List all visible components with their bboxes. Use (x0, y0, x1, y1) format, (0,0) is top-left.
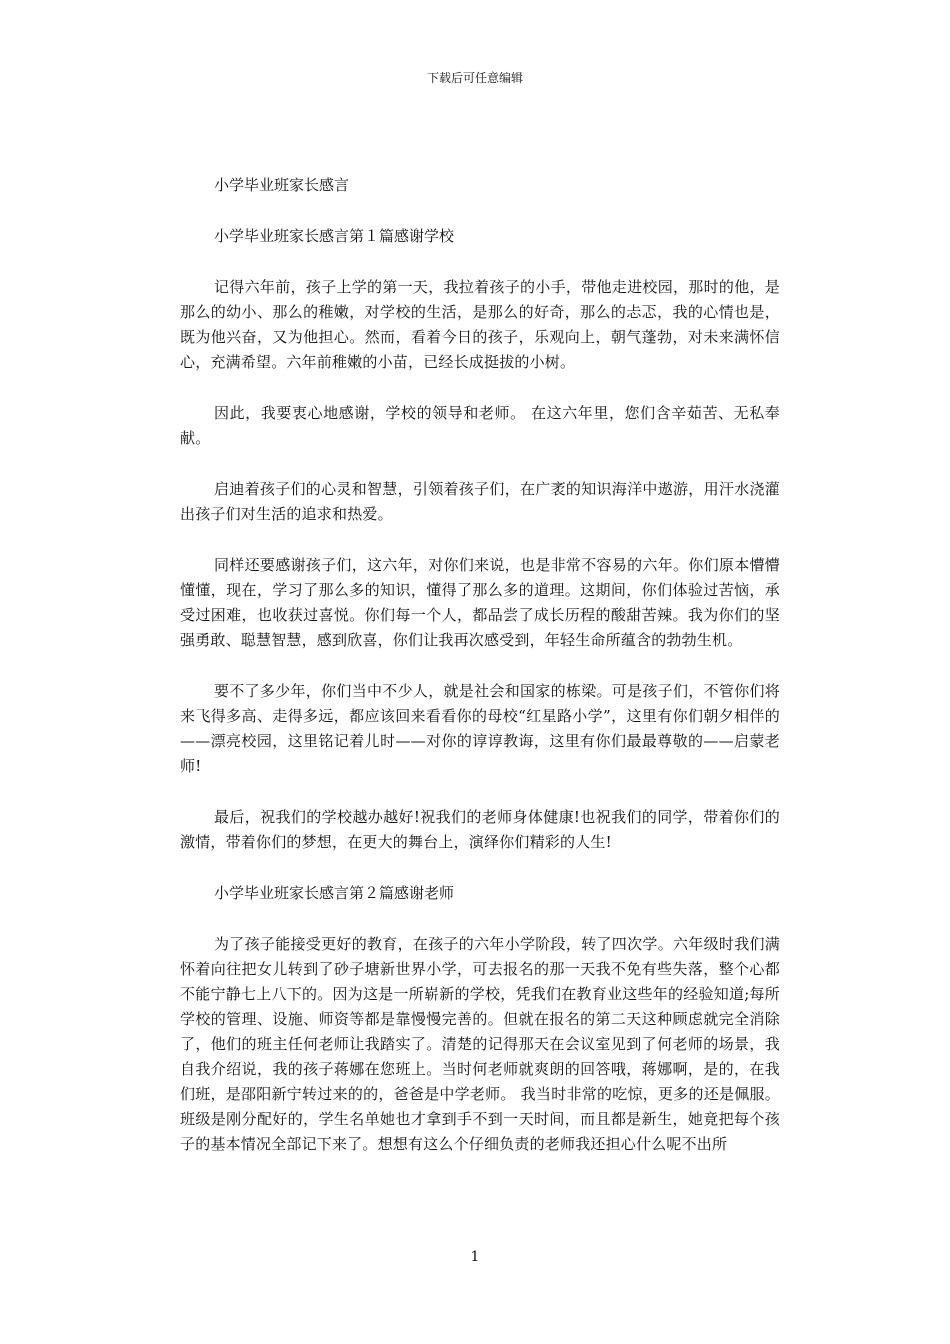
section-1-paragraph-3: 启迪着孩子们的心灵和智慧，引领着孩子们，在广袤的知识海洋中遨游，用汗水浇灌出孩子们对生活的追求和热爱。 (180, 480, 780, 523)
section-1-paragraph-6: 最后，祝我们的学校越办越好!祝我们的老师身体健康!也祝我们的同学，带着你们的激情，带着你们的梦想，在更大的舞台上，演绎你们精彩的人生! (180, 808, 780, 851)
document-title: 小学毕业班家长感言 (214, 176, 350, 194)
section-1-paragraph-1: 记得六年前，孩子上学的第一天，我拉着孩子的小手，带他走进校园，那时的他，是那么的幼小、那么的稚嫩，对学校的生活，是那么的好奇，那么的忐忑，我的心情也是，既为他兴奋，又为他担心。然而，看着今日的孩子，乐观向上，朝气蓬勃，对未来满怀信心，充满希望。六年前稚嫩的小苗，已经长成挺拔的小树。 (180, 278, 780, 371)
section-1-paragraph-2: 因此，我要衷心地感谢，学校的领导和老师。 在这六年里，您们含辛茹苦、无私奉献。 (180, 404, 780, 447)
section-2-paragraph-1: 为了孩子能接受更好的教育，在孩子的六年小学阶段，转了四次学。六年级时我们满怀着向往把女儿转到了砂子塘新世界小学，可去报名的那一天我不免有些失落，整个心都不能宁静七上八下的。因为这是一所崭新的学校，凭我们在教育业这些年的经验知道;每所学校的管理、设施、师资等都是靠慢慢完善的。但就在报名的第二天这种顾虑就完全消除了，他们的班主任何老师让我踏实了。清楚的记得那天在会议室见到了何老师的场景，我自我介绍说，我的孩子蒋娜在您班上。当时何老师就爽朗的回答哦，蒋娜啊，是的，在我们班，是邵阳新宁转过来的的，爸爸是中学老师。 我当时非常的吃惊，更多的还是佩服。班级是刚分配好的，学生名单她也才拿到手不到一天时间，而且都是新生，她竟把每个孩子的基本情况全部记下来了。想想有这么个仔细负责的老师我还担心什么呢不出所 (180, 935, 780, 1153)
header-note: 下载后可任意编辑 (426, 71, 523, 85)
document-body (180, 173, 780, 1183)
section-1-paragraph-5: 要不了多少年，你们当中不少人，就是社会和国家的栋梁。可是孩子们，不管你们将来飞得多高、走得多远，都应该回来看看你的母校“红星路小学”，这里有你们朝夕相伴的——漂亮校园，这里铭记着儿时——对你的谆谆教诲，这里有你们最最尊敬的——启蒙老师! (180, 682, 780, 775)
section-1-title: 小学毕业班家长感言第１篇感谢学校 (214, 227, 455, 245)
section-1-paragraph-4: 同样还要感谢孩子们，这六年，对你们来说，也是非常不容易的六年。你们原本懵懵懂懂，现在，学习了那么多的知识，懂得了那么多的道理。这期间，你们体验过苦恼，承受过困难，也收获过喜悦。你们每一个人，都品尝了成长历程的酸甜苦辣。我为你们的坚强勇敢、聪慧智慧，感到欣喜，你们让我再次感受到，年轻生命所蕴含的勃勃生机。 (180, 556, 780, 649)
page-number: 1 (470, 1249, 480, 1265)
section-2-title: 小学毕业班家长感言第２篇感谢老师 (214, 884, 455, 902)
